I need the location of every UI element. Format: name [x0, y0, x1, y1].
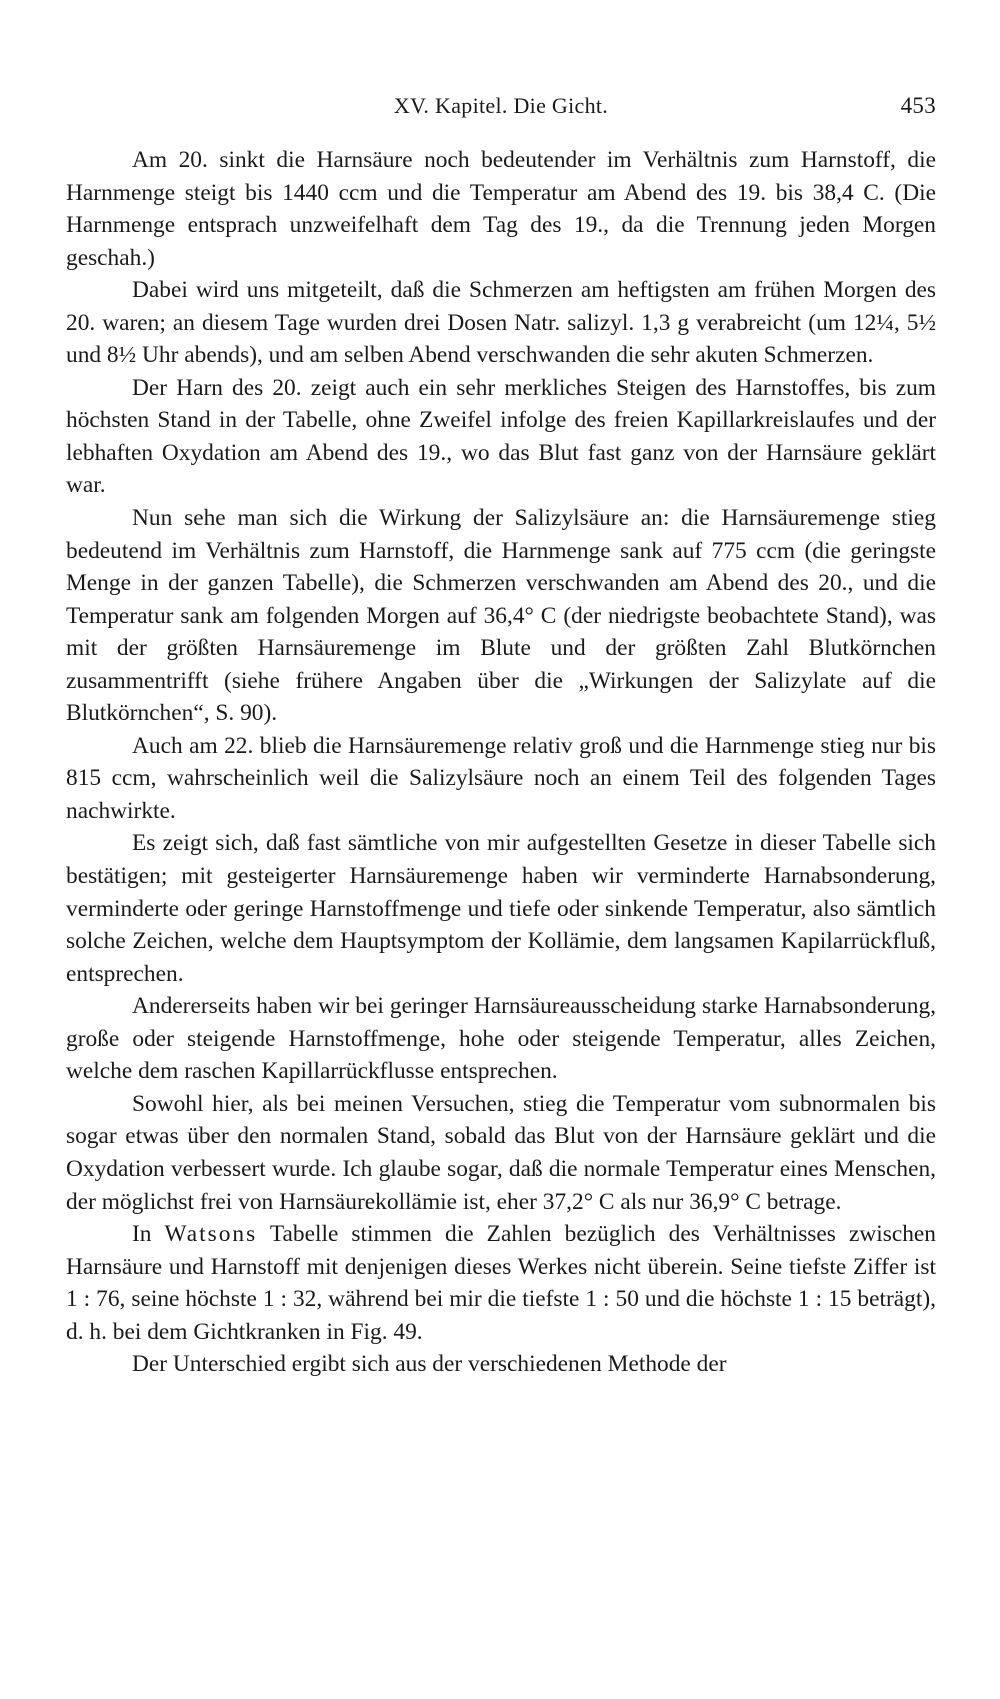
paragraph-8: Sowohl hier, als bei meinen Versuchen, stieg die Temperatur vom subnormalen bis sogar etwas über den normalen Stand, sobald das Blut von der Harnsäure geklärt und die Oxydation verbessert wurde. Ich glaube sogar, daß die normale Temperatur eines Menschen, der möglichst frei von Harnsäurekollämie ist, eher 37,2° C als nur 36,9° C betrage. — [66, 1090, 936, 1215]
book-page — [66, 0, 936, 1699]
running-title: XV. Kapitel. Die Gicht. — [393, 93, 609, 118]
paragraph-10: Der Unterschied ergibt sich aus der verschiedenen Methode der — [132, 1351, 727, 1378]
paragraph-6: Es zeigt sich, daß fast sämtliche von mir aufgestellten Gesetze in dieser Tabelle sich bestätigen; mit gesteigerter Harnsäuremenge haben wir verminderte Harnabsonderung, verminderte oder geringe Harnstoffmenge und tiefe oder sinkende Temperatur, also sämtlich solche Zeichen, welche dem Hauptsymptom der Kollämie, dem langsamen Kapilarrückfluß, entsprechen. — [66, 830, 936, 987]
paragraph-9-rest: Tabelle stimmen die Zahlen bezüglich des Verhältnisses zwischen Harnsäure und Harnstoff mit denjenigen dieses Werkes nicht überein. Seine tiefste Ziffer ist 1 : 76, seine höchste 1 : 32, während bei mir die tiefste 1 : 50 und die höchste 1 : 15 beträgt), d. h. bei dem Gichtkranken in Fig. 49. — [66, 1221, 936, 1345]
paragraph-5: Auch am 22. blieb die Harnsäuremenge relativ groß und die Harnmenge stieg nur bis 815 ccm, wahrscheinlich weil die Salizylsäure noch an einem Teil des folgenden Tages nachwirkte. — [66, 732, 936, 824]
paragraph-3: Der Harn des 20. zeigt auch ein sehr merkliches Steigen des Harnstoffes, bis zum höchsten Stand in der Tabelle, ohne Zweifel infolge des freien Kapillarkreislaufes und der lebhaften Oxydation am Abend des 19., wo das Blut fast ganz von der Harnsäure geklärt war. — [66, 374, 936, 499]
author-name-watson: Watsons — [164, 1221, 258, 1248]
paragraph-4: Nun sehe man sich die Wirkung der Salizylsäure an: die Harnsäuremenge stieg bedeutend im Verhältnis zum Harnstoff, die Harnmenge sank auf 775 ccm (die geringste Menge in der ganzen Tabelle), die Schmerzen verschwanden am Abend des 20., und die Temperatur sank am folgenden Morgen auf 36,4° C (der niedrigste beobachtete Stand), was mit der größten Harnsäuremenge im Blute und der größten Zahl Blutkörnchen zusammentrifft (siehe frühere Angaben über die „Wirkungen der Salizylate auf die Blutkörnchen“, S. 90). — [66, 505, 936, 727]
paragraph-9 — [66, 1218, 936, 1348]
paragraph-2: Dabei wird uns mitgeteilt, daß die Schmerzen am heftigsten am frühen Morgen des 20. waren; an diesem Tage wurden drei Dosen Natr. salizyl. 1,3 g verabreicht (um 12¼, 5½ und 8½ Uhr abends), und am selben Abend verschwanden die sehr akuten Schmerzen. — [66, 277, 936, 369]
paragraph-1: Am 20. sinkt die Harnsäure noch bedeutender im Verhältnis zum Harnstoff, die Harnmenge steigt bis 1440 ccm und die Temperatur am Abend des 19. bis 38,4 C. (Die Harnmenge entsprach unzweifelhaft dem Tag des 19., da die Trennung jeden Morgen geschah.) — [66, 147, 936, 271]
paragraph-7: Andererseits haben wir bei geringer Harnsäureausscheidung starke Harnabsonderung, große oder steigende Harnstoffmenge, hohe oder steigende Temperatur, alles Zeichen, welche dem raschen Kapillarrückflusse entsprechen. — [66, 993, 936, 1085]
paragraph-9-lead: In — [132, 1221, 165, 1248]
body-text — [66, 144, 936, 1381]
page-header — [66, 93, 936, 123]
page-number: 453 — [900, 93, 936, 118]
